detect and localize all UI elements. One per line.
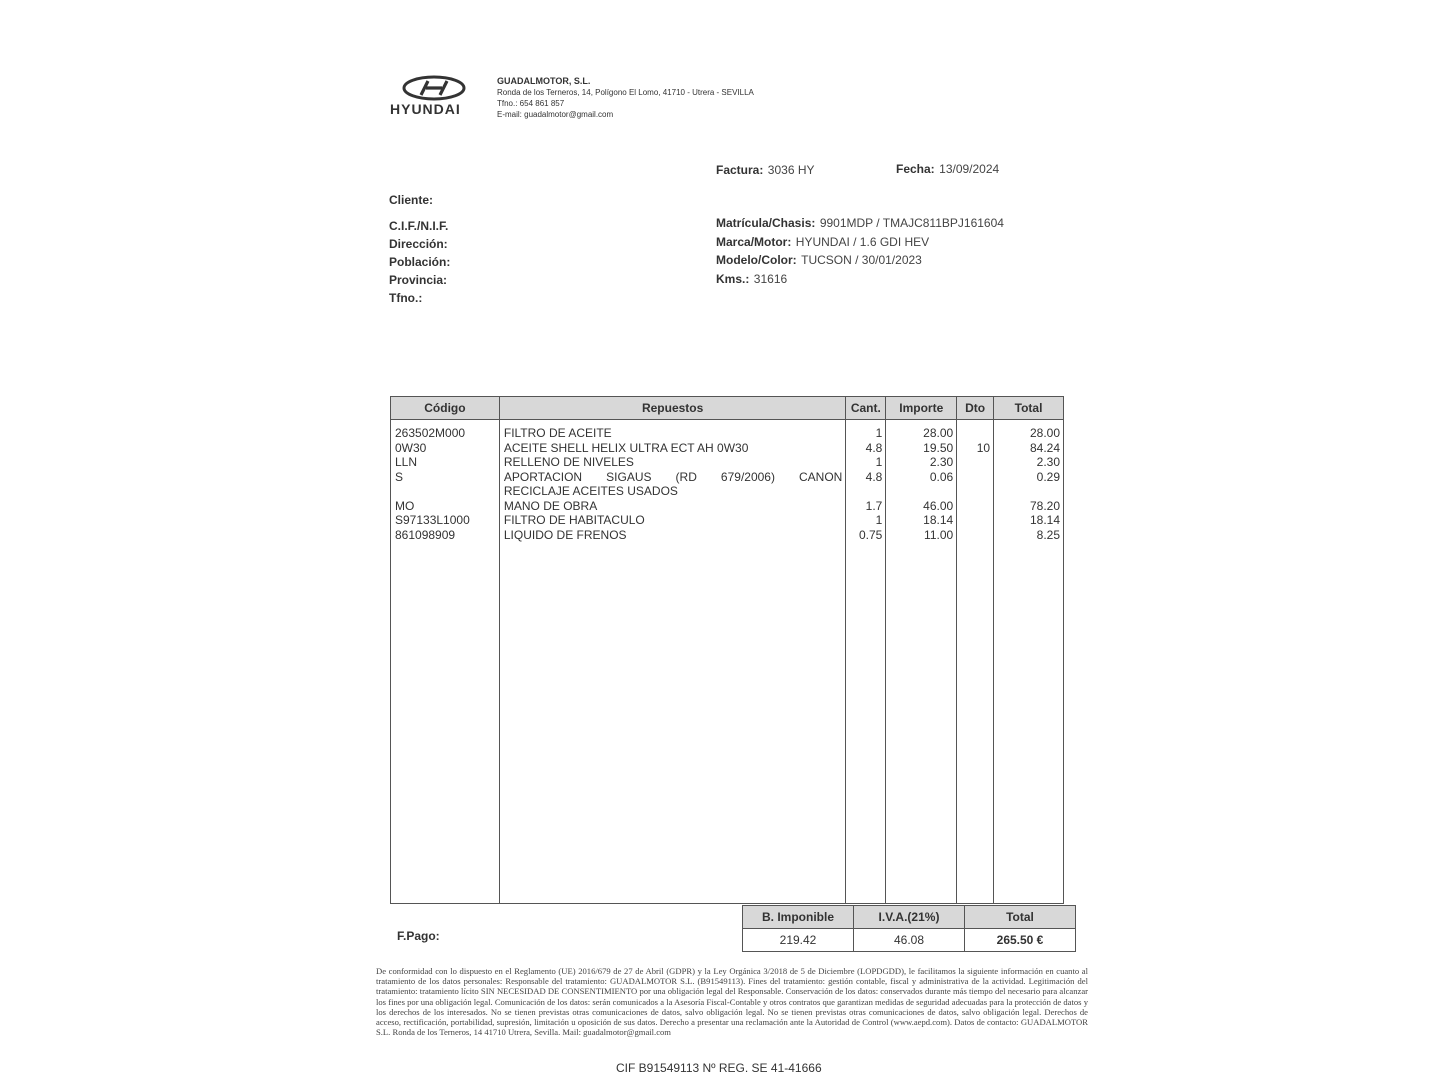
header-repuestos: Repuestos bbox=[499, 397, 846, 420]
cant-column bbox=[846, 420, 886, 904]
cant-cell: 4.8 bbox=[865, 440, 883, 455]
importe-cell: 28.00 bbox=[923, 426, 954, 440]
cif-label: C.I.F./N.I.F. bbox=[389, 219, 449, 233]
items-header-row bbox=[391, 397, 1064, 420]
repuesto-cell: MANO DE OBRA bbox=[503, 498, 598, 513]
cant-cell: 4.8 bbox=[865, 469, 883, 484]
importe-cell: 46.00 bbox=[923, 498, 954, 513]
importe-cell: 0.06 bbox=[929, 469, 954, 484]
fecha-label: Fecha: bbox=[896, 162, 935, 176]
matricula-value: 9901MDP / TMAJC811BPJ161604 bbox=[819, 216, 1004, 230]
factura-value: 3036 HY bbox=[767, 163, 815, 177]
repuesto-cell: ACEITE SHELL HELIX ULTRA ECT AH 0W30 bbox=[503, 440, 749, 455]
dto-cell: 10 bbox=[976, 440, 991, 455]
kms-row bbox=[716, 270, 787, 288]
total-cell: 8.25 bbox=[1036, 527, 1060, 542]
header-cant: Cant. bbox=[846, 397, 886, 420]
codigo-cell: LLN bbox=[395, 455, 418, 469]
total-column bbox=[994, 420, 1064, 904]
company-address: Ronda de los Terneros, 14, Polígono El Lomo, 41710 - Utrera - SEVILLA bbox=[497, 88, 754, 97]
codigo-cell: 263502M000 bbox=[395, 426, 466, 440]
aportacion-word: SIGAUS bbox=[606, 469, 652, 484]
repuesto-cell: FILTRO DE HABITACULO bbox=[503, 513, 645, 527]
brand-wordmark: HYUNDAI bbox=[390, 101, 461, 117]
importe-cell: 11.00 bbox=[924, 527, 954, 542]
company-email: E-mail: guadalmotor@gmail.com bbox=[497, 110, 614, 119]
poblacion-label: Población: bbox=[389, 255, 451, 269]
importe-cell: 18.14 bbox=[923, 513, 954, 527]
aportacion-word: 679/2006) bbox=[720, 469, 775, 484]
cant-cell: 1 bbox=[875, 455, 883, 469]
total-cell: 18.14 bbox=[1029, 513, 1060, 527]
base-imponible-label: B. Imponible bbox=[743, 906, 854, 929]
dto-column bbox=[957, 420, 994, 904]
codigo-cell: 0W30 bbox=[395, 440, 427, 455]
direccion-label: Dirección: bbox=[389, 237, 448, 251]
grand-total-label: Total bbox=[965, 906, 1076, 929]
codigo-cell bbox=[395, 484, 496, 499]
fpago-label: F.Pago: bbox=[397, 929, 440, 943]
kms-value: 31616 bbox=[753, 272, 788, 286]
matricula-label: Matrícula/Chasis: bbox=[716, 216, 816, 230]
modelo-value: TUCSON / 30/01/2023 bbox=[801, 253, 922, 267]
kms-label: Kms.: bbox=[716, 272, 750, 286]
grand-total-value: 265.50 € bbox=[965, 929, 1076, 952]
dto-cell bbox=[961, 426, 990, 441]
fecha-value: 13/09/2024 bbox=[939, 162, 1000, 176]
total-cell: 28.00 bbox=[1029, 426, 1060, 440]
header-dto: Dto bbox=[957, 397, 994, 420]
cant-cell: 1 bbox=[875, 426, 883, 440]
cant-cell: 1 bbox=[875, 513, 883, 527]
repuesto-cell: FILTRO DE ACEITE bbox=[503, 426, 612, 440]
iva-label: I.V.A.(21%) bbox=[854, 906, 965, 929]
header-importe: Importe bbox=[886, 397, 957, 420]
company-phone: Tfno.: 654 861 857 bbox=[497, 99, 565, 108]
items-table bbox=[390, 396, 1064, 904]
header-codigo: Código bbox=[391, 397, 500, 420]
invoice-date bbox=[896, 160, 999, 178]
cant-cell bbox=[850, 484, 882, 499]
totals-table bbox=[742, 905, 1076, 952]
matricula-row bbox=[716, 214, 1004, 232]
items-body-row bbox=[391, 420, 1064, 904]
codigo-cell: 861098909 bbox=[395, 527, 456, 542]
marca-row bbox=[716, 233, 929, 251]
codigo-cell: S97133L1000 bbox=[395, 513, 470, 527]
factura-label: Factura: bbox=[716, 163, 764, 177]
total-cell: 2.30 bbox=[1036, 455, 1060, 469]
repuestos-column bbox=[499, 420, 846, 904]
codigo-cell: S bbox=[395, 469, 404, 484]
cant-cell: 0.75 bbox=[858, 527, 883, 542]
cant-cell: 1.7 bbox=[865, 498, 883, 513]
footer-registration: CIF B91549113 Nº REG. SE 41-41666 bbox=[616, 1061, 822, 1075]
header-total: Total bbox=[994, 397, 1064, 420]
cliente-label: Cliente: bbox=[389, 193, 434, 207]
invoice-number bbox=[716, 161, 815, 179]
importe-cell: 2.30 bbox=[929, 455, 954, 469]
aportacion-word: APORTACION bbox=[503, 469, 583, 484]
legal-notice: De conformidad con lo dispuesto en el Reglamento (UE) 2016/679 de 27 de Abril (GDPR) y la Ley Orgánica 3/2018 de 5 de Diciembre (LOPDGDD), le facilitamos la siguiente información en cuanto al tratamiento de los datos personales: Responsable del tratamiento: GUADALMOTOR S.L. (B91549113). Fines del tratamiento: gestión contable, fiscal y administrativa de la actividad. Legitimación del tratamiento: tratamiento lícito SIN NECESIDAD DE CONSENTIMIENTO por una obligación legal del Responsable. Conservación de los datos: conservados durante más tiempo del necesario para alcanzar los fines por una obligación legal. Comunicación de los datos: serán comunicados a la Asesoría Fiscal-Contable y otros contratos que garantizan medidas de seguridad adecuadas para la protección de datos y los derechos de los interesados. No se tienen previstas otras comunicaciones de datos, salvo obligación legal. No se tienen previstas otras comunicaciones de datos, salvo obligación legal. Derechos de acceso, rectificación, portabilidad, supresión, limitación u oposición de sus datos. Derecho a presentar una reclamación ante la Autoridad de Control (www.aepd.com). Datos de contacto: GUADALMOTOR S.L. Ronda de los Terneros, 14 41710 Utrera, Sevilla. Mail: guadalmotor@gmail.com bbox=[376, 966, 1088, 1038]
total-cell bbox=[998, 484, 1060, 499]
repuesto-cell-aportacion bbox=[504, 470, 843, 485]
codigo-column bbox=[391, 420, 500, 904]
tfno-label: Tfno.: bbox=[389, 291, 423, 305]
company-name: GUADALMOTOR, S.L. bbox=[497, 76, 591, 86]
base-imponible-value: 219.42 bbox=[743, 929, 854, 952]
aportacion-word: CANON bbox=[799, 469, 843, 484]
marca-value: HYUNDAI / 1.6 GDI HEV bbox=[795, 235, 930, 249]
repuesto-cell: RELLENO DE NIVELES bbox=[503, 455, 634, 469]
importe-cell: 19.50 bbox=[923, 440, 954, 455]
importe-cell bbox=[890, 484, 953, 499]
aportacion-word: (RD bbox=[675, 469, 697, 484]
company-info bbox=[497, 76, 754, 120]
modelo-row bbox=[716, 251, 922, 269]
importe-column bbox=[886, 420, 957, 904]
provincia-label: Provincia: bbox=[389, 273, 448, 287]
total-cell: 0.29 bbox=[1036, 469, 1060, 484]
codigo-cell: MO bbox=[395, 498, 415, 513]
marca-label: Marca/Motor: bbox=[716, 235, 792, 249]
iva-value: 46.08 bbox=[854, 929, 965, 952]
repuesto-cell: RECICLAJE ACEITES USADOS bbox=[503, 484, 678, 498]
total-cell: 78.20 bbox=[1029, 498, 1060, 513]
repuesto-cell: LIQUIDO DE FRENOS bbox=[503, 527, 627, 542]
modelo-label: Modelo/Color: bbox=[716, 253, 797, 267]
total-cell: 84.24 bbox=[1029, 440, 1060, 455]
